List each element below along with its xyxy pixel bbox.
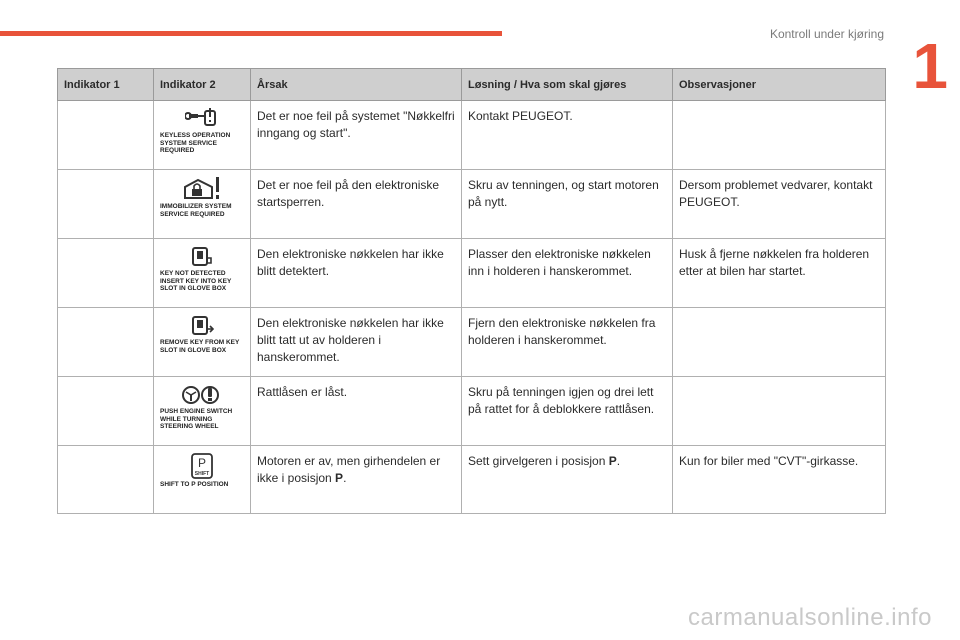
remove-key-icon [190, 315, 214, 337]
immobilizer-warning-icon [182, 177, 222, 201]
indicator-caption: PUSH ENGINE SWITCH WHILE TURNING STEERING WHEEL [160, 408, 233, 430]
indicator-1-cell [58, 170, 154, 239]
observation-cell [673, 101, 886, 170]
svg-text:SHIFT: SHIFT [194, 471, 210, 477]
table-header-row [58, 69, 886, 101]
solution-text: Sett girvelgeren i posisjon [468, 454, 609, 468]
indicator-caption: KEYLESS OPERATION SYSTEM SERVICE REQUIRED [160, 132, 231, 154]
keyless-system-warning-icon [185, 108, 219, 130]
observation-cell [673, 308, 886, 377]
watermark: carmanualsonline.info [688, 604, 932, 631]
observation-cell: Dersom problemet vedvarer, kontakt PEUGEOT. [673, 170, 886, 239]
observation-cell [673, 377, 886, 446]
column-header: Observasjoner [673, 69, 886, 101]
indicator-caption: IMMOBILIZER SYSTEM SERVICE REQUIRED [160, 203, 232, 218]
table-row [58, 170, 886, 239]
cause-cell: Det er noe feil på den elektroniske startsperren. [251, 170, 462, 239]
table-row [58, 377, 886, 446]
table-row [58, 101, 886, 170]
cause-cell [251, 446, 462, 514]
column-header: Årsak [251, 69, 462, 101]
indicator-caption: KEY NOT DETECTED INSERT KEY INTO KEY SLOT IN GLOVE BOX [160, 270, 232, 292]
section-title: Kontroll under kjøring [769, 27, 884, 41]
cause-text-end: . [343, 471, 347, 485]
chapter-accent-bar [0, 31, 502, 36]
indicator-2-cell [154, 101, 251, 170]
solution-cell: Plasser den elektroniske nøkkelen inn i holderen i hanskerommet. [462, 239, 673, 308]
column-header: Indikator 1 [58, 69, 154, 101]
indicator-1-cell [58, 101, 154, 170]
solution-cell [462, 446, 673, 514]
observation-cell: Husk å fjerne nøkkelen fra holderen etter at bilen har startet. [673, 239, 886, 308]
indicator-1-cell [58, 239, 154, 308]
solution-cell: Skru på tenningen igjen og drei lett på rattet for å deblokkere rattlåsen. [462, 377, 673, 446]
gear-position-p: P [335, 471, 344, 485]
indicator-caption: REMOVE KEY FROM KEY SLOT IN GLOVE BOX [160, 339, 240, 354]
cause-cell: Rattlåsen er låst. [251, 377, 462, 446]
indicator-2-cell [154, 239, 251, 308]
cause-cell: Den elektroniske nøkkelen har ikke blitt tatt ut av holderen i hanskerommet. [251, 308, 462, 377]
solution-cell: Fjern den elektroniske nøkkelen fra holderen i hanskerommet. [462, 308, 673, 377]
indicator-1-cell [58, 446, 154, 514]
indicator-2-cell [154, 170, 251, 239]
solution-cell: Skru av tenningen, og start motoren på nytt. [462, 170, 673, 239]
solution-cell: Kontakt PEUGEOT. [462, 101, 673, 170]
indicator-caption: SHIFT TO P POSITION [160, 481, 229, 488]
table-row [58, 446, 886, 514]
indicator-table [57, 68, 886, 514]
table-row [58, 239, 886, 308]
chapter-number: 1 [912, 30, 948, 102]
column-header: Indikator 2 [154, 69, 251, 101]
shift-to-park-icon [191, 453, 213, 479]
key-not-detected-icon [190, 246, 214, 268]
column-header: Løsning / Hva som skal gjøres [462, 69, 673, 101]
indicator-2-cell [154, 446, 251, 514]
steering-lock-icon [182, 384, 222, 406]
indicator-1-cell [58, 308, 154, 377]
cause-cell: Den elektroniske nøkkelen har ikke blitt detektert. [251, 239, 462, 308]
indicator-2-cell [154, 308, 251, 377]
cause-cell: Det er noe feil på systemet "Nøkkelfri inngang og start". [251, 101, 462, 170]
indicator-1-cell [58, 377, 154, 446]
table-row [58, 308, 886, 377]
svg-text:P: P [197, 456, 207, 470]
gear-position-p: P [608, 454, 617, 468]
solution-text-end: . [616, 454, 621, 468]
indicator-2-cell [154, 377, 251, 446]
observation-cell: Kun for biler med "CVT"-girkasse. [673, 446, 886, 514]
cause-text: Motoren er av, men girhendelen er ikke i posisjon [257, 454, 441, 485]
